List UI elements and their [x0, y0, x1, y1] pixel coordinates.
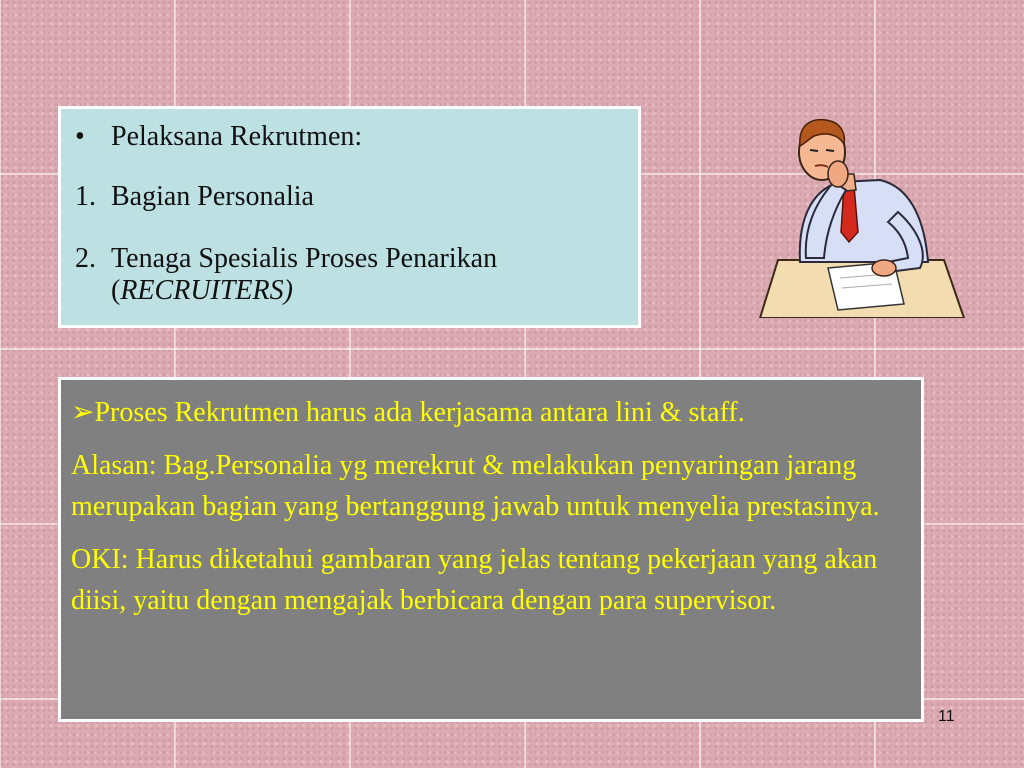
cooperation-text: Proses Rekrutmen harus ada kerjasama antara lini & staff.: [94, 397, 745, 428]
arrow-bullet-icon: ➢: [71, 397, 95, 428]
recruitment-notes-box: [58, 377, 924, 722]
bullet-marker: •: [75, 121, 85, 152]
list-item: [75, 181, 626, 213]
list-text-italic: RECRUITERS): [120, 275, 293, 306]
list-number: 2.: [75, 243, 96, 274]
list-text-paren: (: [111, 275, 121, 306]
list-text-main: Tenaga Spesialis Proses Penarikan: [111, 243, 498, 274]
oki-paragraph: OKI: Harus diketahui gambaran yang jelas tentang pekerjaan yang akan diisi, yaitu dengan mengajak berbicara dengan para supervisor.: [71, 544, 878, 616]
list-text: [111, 243, 626, 307]
page-number: 11: [938, 708, 955, 725]
tired-man-illustration: [748, 112, 968, 318]
reason-paragraph: Alasan: Bag.Personalia yg merekrut & melakukan penyaringan jarang merupakan bagian yang bertanggung jawab untuk menyelia prestasinya.: [71, 450, 880, 522]
bullet-item: [75, 121, 626, 153]
list-item: [75, 243, 626, 307]
recruitment-executors-box: [58, 106, 641, 328]
bullet-text: Pelaksana Rekrutmen:: [111, 121, 363, 152]
cooperation-paragraph: [71, 392, 911, 433]
list-number: 1.: [75, 181, 96, 212]
list-text: Bagian Personalia: [111, 181, 314, 212]
